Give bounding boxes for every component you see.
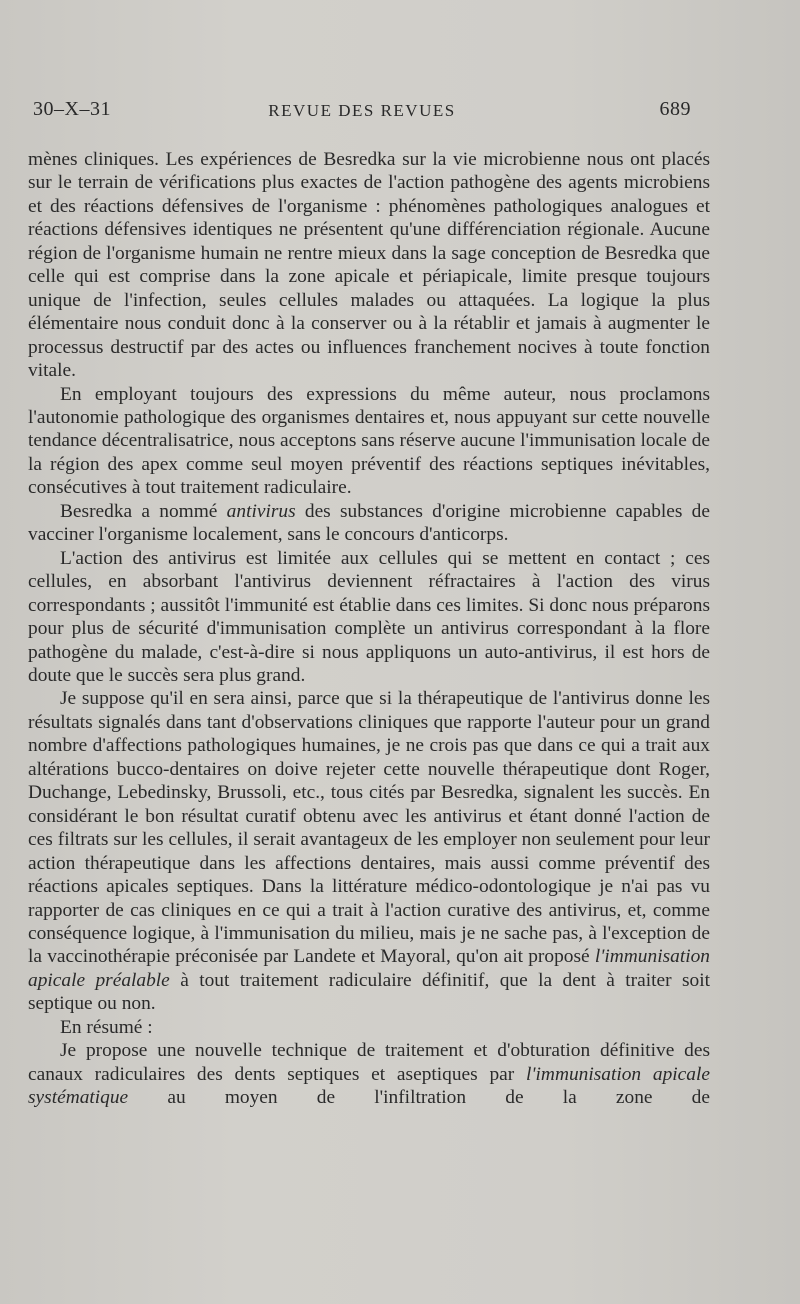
paragraph-5-emphasis: l'immunisation apicale préalable <box>28 946 710 991</box>
paragraph-7-text-a: Je propose une nouvelle technique de traitement et d'obturation définitive des canaux radiculaires des dents septiques et aseptiques par <box>28 1040 710 1085</box>
running-header <box>33 98 691 128</box>
page-number: 689 <box>659 98 691 120</box>
paragraph-3-emphasis: antivirus <box>226 500 296 522</box>
paragraph-7-emphasis: l'immunisation apicale systématique <box>28 1063 710 1109</box>
paragraph-7-text-b: au moyen de l'infiltration de la zone de <box>128 1087 710 1109</box>
paragraph-3-text-a: Besredka a nommé <box>60 500 227 522</box>
paragraph-summary-heading: En résumé : <box>60 1016 153 1038</box>
paragraph-5-text-a: Je suppose qu'il en sera ainsi, parce que si la thérapeutique de l'antivirus donne les résultats signalés dans tant d'observations cliniques que rapporte l'auteur pour un grand nombre d'affections pathologiques humaines, je ne crois pas que dans ce qui a trait aux altérations bucco-dentaires on doive rejeter cette nouvelle thérapeutique dont Roger, Duchange, Lebedinsky, Brussoli, etc., tous cités par Besredka, signalent les succès. En considérant le bon résultat curatif obtenu avec les antivirus et étant donné l'action de ces filtrats sur les cellules, il serait avantageux de les employer non seulement pour leur action thérapeutique dans les affections dentaires, mais aussi comme préventif des réactions apicales septiques. Dans la littérature médico-odontologique je n'ai pas vu rapporter de cas cliniques en ce qui a trait à l'action curative des antivirus, et, comme conséquence logique, à l'immunisation du milieu, mais je ne sache pas, à l'exception de la vaccinothérapie préconisée par Landete et Mayoral, qu'on ait proposé <box>28 688 710 968</box>
paragraph-4: L'action des antivirus est limitée aux cellules qui se mettent en contact ; ces cellules, en absorbant l'antivirus deviennent réfractaires à l'action des virus correspondants ; aussitôt l'immunité est établie dans ces limites. Si donc nous préparons pour plus de sécurité d'immunisation complète un antivirus correspondant à la flore pathogène du malade, c'est-à-dire si nous appliquons un auto-antivirus, il est hors de doute que le succès sera plus grand. <box>28 547 710 686</box>
paragraph-7 <box>28 1039 710 1109</box>
paragraph-3 <box>28 500 710 547</box>
header-journal-title: REVUE DES REVUES <box>268 101 456 120</box>
paragraph-5-text-b: à tout traitement radiculaire définitif, que la dent à traiter soit septique ou non. <box>28 969 710 1015</box>
paragraph-5 <box>28 687 710 1015</box>
paragraph-2: En employant toujours des expressions du même auteur, nous proclamons l'autonomie pathologique des organismes dentaires et, nous appuyant sur cette nouvelle tendance décentralisatrice, nous acceptons sans réserve aucune l'immunisation locale de la région des apex comme seul moyen préventif des réactions septiques inévitables, consécutives à tout traitement radiculaire. <box>28 383 710 499</box>
header-date: 30–X–31 <box>33 98 111 120</box>
paragraph-3-text-b: des substances d'origine microbienne capables de vacciner l'organisme localement, sans le concours d'anticorps. <box>28 500 710 546</box>
paragraph-1: mènes cliniques. Les expériences de Besredka sur la vie microbienne nous ont placés sur le terrain de vérifications plus exactes de l'action pathogène des agents microbiens et des réactions défensives de l'organisme : phénomènes pathologiques analogues et réactions défensives identiques ne présentent qu'une différenciation régionale. Aucune région de l'organisme humain ne rentre mieux dans la sage conception de Besredka que celle qui est comprise dans la zone apicale et périapicale, limite presque toujours unique de l'infection, seules cellules malades ou attaquées. La logique la plus élémentaire nous conduit donc à la conserver ou à la rétablir et jamais à augmenter le processus destructif par des actes ou influences franchement nocives à toute fonction vitale. <box>28 149 710 382</box>
article-body <box>28 148 710 1110</box>
